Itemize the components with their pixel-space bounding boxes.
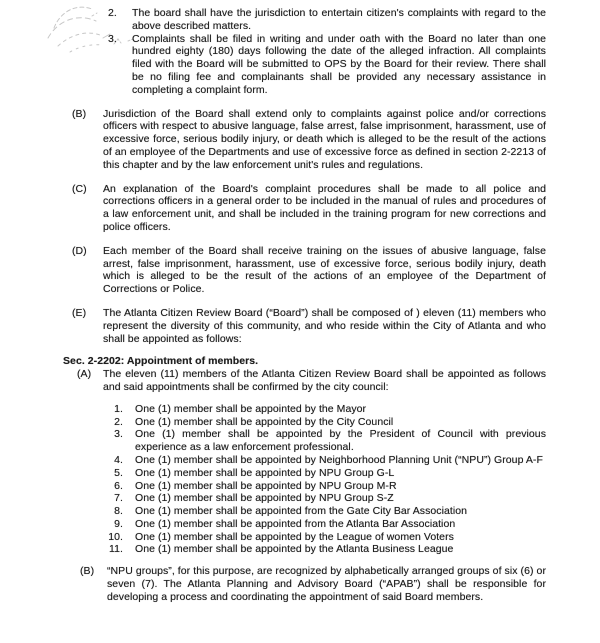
appointment-item-7 [104,492,546,505]
appointment-item-8 [104,505,546,518]
list-item-text: One (1) member shall be appointed by NPU Group G-L [135,466,395,479]
item-number: 7. [114,492,123,505]
item-number: 2. [114,415,123,428]
list-item-text: One (1) member shall be appointed by NPU Group S-Z [135,492,394,505]
list-item-text: One (1) member shall be appointed from the Gate City Bar Association [135,505,467,518]
paragraph-letter: (A) [77,368,92,381]
list-item-text: One (1) member shall be appointed by the City Council [135,415,394,428]
paragraph-e [72,307,546,345]
paragraph-b-npu-groups [80,565,546,603]
paragraph-text: Each member of the Board shall receive training on the issues of abusive language, false arrest, false imprisonment, harassment, use of excessive force, serious bodily injury, death which is alleged to be the result of the actions of an employee of the Department of Corrections or Police. [103,244,546,296]
list-item-text: One (1) member shall be appointed by the President of Council with previous experience as a law enforcement professional. [135,428,546,454]
paragraph-text: Complaints shall be filed in writing and under oath with the Board no later than one hundred eighty (180) days following the date of the alleged infraction. All complaints filed with the Board will be submitted to OPS by the Board for their review. There shall be no filing fee and complainants shall be provided any necessary assistance in completing a complaint form. [132,32,546,96]
appointment-item-2 [104,416,546,429]
paragraph-text: The eleven (11) members of the Atlanta Citizen Review Board shall be appointed as follows and said appointments shall be confirmed by the city council: [103,368,546,393]
paragraph-c [72,183,546,234]
item-number: 11. [109,543,123,556]
list-item-text: One (1) member shall be appointed from the Atlanta Bar Association [135,517,456,530]
paragraph-text: An explanation of the Board's complaint procedures shall be made to all police and corrections officers in a general order to be included in the manual of rules and procedures of a law enforcement unit, and shall be included in the training program for new corrections and police officers. [103,182,546,233]
appointment-item-4 [104,454,546,467]
item-number: 3. [114,428,123,441]
paragraph-text: “NPU groups”, for this purpose, are recognized by alphabetically arranged groups of six (6) or seven (7). The Atlanta Planning and Advisory Board (“APAB”) shall be responsible for developing a process and coordinating the appointment of said Board members. [107,565,546,603]
paragraph-a-appointments [77,368,546,394]
appointment-item-6 [104,480,546,493]
document-content [0,7,600,604]
paragraph-letter: (C) [72,182,87,195]
item-number: 1. [114,402,123,415]
appointment-item-9 [104,518,546,531]
paragraph-letter: (B) [80,565,95,578]
list-item-text: One (1) member shall be appointed by the League of women Voters [135,530,454,543]
paragraph-letter: (D) [72,244,87,257]
item-number: 5. [114,466,123,479]
list-item-text: One (1) member shall be appointed by the Atlanta Business League [135,543,454,556]
paragraph-b [72,108,546,172]
paragraph-letter: (E) [72,306,87,319]
list-item-text: One (1) member shall be appointed by the Mayor [135,402,367,415]
paragraph-text: The board shall have the jurisdiction to entertain citizen's complaints with regard to the above described matters. [132,7,546,32]
ordinance-item-3 [108,33,546,97]
item-number: 2. [108,7,117,19]
appointment-item-10 [104,531,546,544]
list-item-text: One (1) member shall be appointed by NPU Group M-R [135,479,397,492]
paragraph-d [72,245,546,296]
paragraph-text: Jurisdiction of the Board shall extend only to complaints against police and/or corrections officers with respect to abusive language, false arrest, false imprisonment, harassment, use of excessive force, serious bodily injury, or death which is alleged to be the result of the actions of an employee of the Departments and use of excessive force as defined in section 2-2213 of this chapter and by the law enforcement unit's rules and regulations. [103,107,546,171]
item-number: 10. [108,530,123,543]
appointment-item-5 [104,467,546,480]
paragraph-text: The Atlanta Citizen Review Board (“Board”) shall be composed of ) eleven (11) members who represent the diversity of this community, and who reside within the City of Atlanta and who shall be appointed as follows: [103,306,546,345]
paragraph-letter: (B) [72,107,87,120]
item-number: 9. [114,517,123,530]
item-number: 6. [114,479,123,492]
ordinance-item-2 [108,7,546,33]
item-number: 8. [114,505,123,518]
item-number: 3. [108,32,117,45]
section-heading: Sec. 2-2202: Appointment of members. [63,355,259,368]
appointment-item-3 [104,428,546,454]
appointment-item-11 [104,543,546,556]
item-number: 4. [114,453,123,466]
list-item-text: One (1) member shall be appointed by Neighborhood Planning Unit (“NPU”) Group A-F [135,453,543,466]
appointment-item-1 [104,403,546,416]
